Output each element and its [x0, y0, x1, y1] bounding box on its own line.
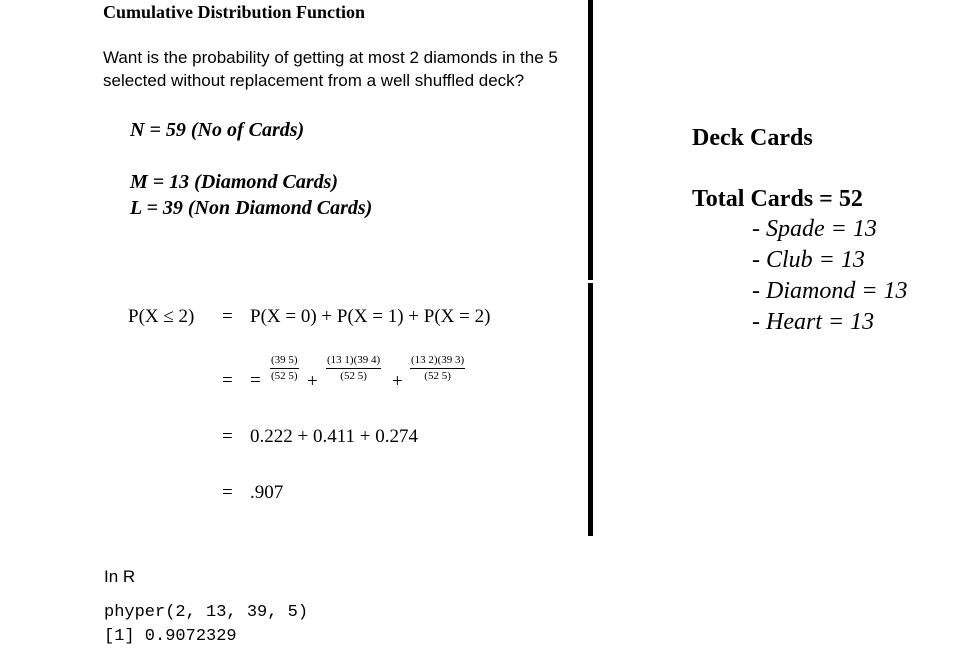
- plus-1: +: [307, 371, 318, 392]
- equation-equals-3: =: [222, 426, 233, 447]
- equation-equals-2: =: [222, 370, 233, 391]
- equation-sum-values: 0.222 + 0.411 + 0.274: [250, 426, 418, 447]
- divider-top: [588, 0, 593, 280]
- equation-lhs: P(X ≤ 2): [128, 306, 195, 327]
- suit-heart: - Heart = 13: [752, 309, 875, 335]
- fraction-3: [410, 354, 465, 382]
- fraction-3-denominator: (52 5): [424, 370, 451, 382]
- param-n: N = 59 (No of Cards): [130, 119, 305, 141]
- r-code: phyper(2, 13, 39, 5): [104, 603, 309, 622]
- equation-rhs-1: P(X = 0) + P(X = 1) + P(X = 2): [250, 306, 491, 327]
- fraction-2-bar: [326, 368, 381, 369]
- divider-bottom: [588, 283, 593, 536]
- fraction-1-denominator: (52 5): [271, 370, 298, 382]
- r-output: [1] 0.9072329: [104, 627, 237, 646]
- suit-diamond: - Diamond = 13: [752, 278, 908, 304]
- param-l: L = 39 (Non Diamond Cards): [130, 197, 373, 219]
- deck-total: Total Cards = 52: [692, 186, 863, 212]
- suit-club: - Club = 13: [752, 247, 865, 273]
- deck-heading: Deck Cards: [692, 125, 813, 151]
- suit-spade: - Spade = 13: [752, 216, 877, 242]
- page-title: Cumulative Distribution Function: [103, 2, 366, 22]
- param-m: M = 13 (Diamond Cards): [130, 171, 339, 193]
- fraction-1: [270, 354, 299, 382]
- equation-result: .907: [250, 482, 284, 503]
- fraction-3-bar: [410, 368, 465, 369]
- equation-equals-2b: =: [250, 370, 261, 391]
- fraction-2-numerator: (13 1)(39 4): [327, 354, 381, 366]
- question-text: Want is the probability of getting at most 2 diamonds in the 5 selected without replacement from a well shuffled deck?: [103, 48, 558, 90]
- r-label: In R: [104, 567, 136, 586]
- fraction-2: [326, 354, 381, 382]
- fraction-3-numerator: (13 2)(39 3): [411, 354, 465, 366]
- fraction-1-numerator: (39 5): [271, 354, 298, 366]
- equation-equals-1: =: [222, 306, 233, 327]
- fraction-1-bar: [270, 368, 299, 369]
- fraction-2-denominator: (52 5): [340, 370, 367, 382]
- plus-2: +: [392, 371, 403, 392]
- equation-equals-4: =: [222, 482, 233, 503]
